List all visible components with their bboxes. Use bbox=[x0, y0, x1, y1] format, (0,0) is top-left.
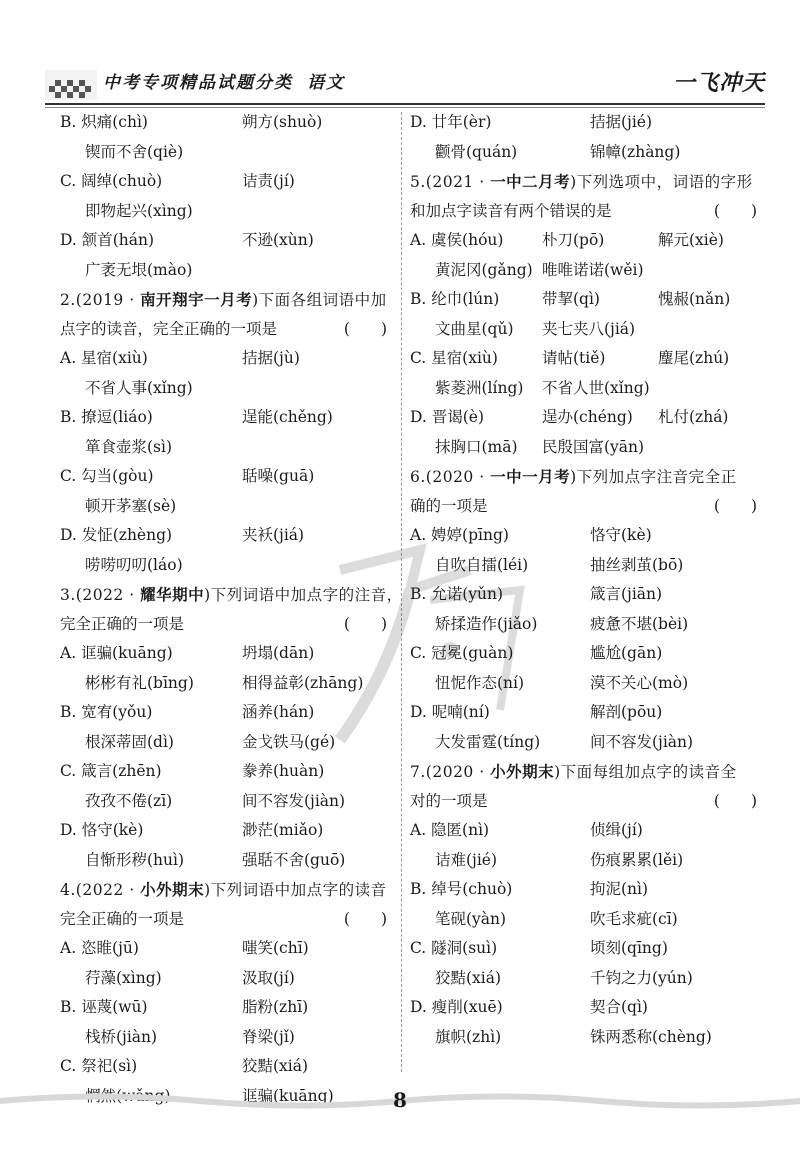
option-text: 不省人事(xǐng) bbox=[85, 378, 193, 397]
option-text: 麈尾(zhú) bbox=[658, 349, 730, 367]
option-text: 涵养(hán) bbox=[242, 703, 315, 721]
option-text: 抽丝剥茧(bō) bbox=[590, 555, 684, 574]
answer-blank[interactable]: ( ) bbox=[343, 319, 387, 338]
option-line bbox=[60, 787, 395, 817]
option-text: 伤痕累累(lěi) bbox=[590, 850, 684, 869]
option-line bbox=[410, 285, 765, 315]
option-line bbox=[410, 1023, 765, 1053]
book-title: 中考专项精品试题分类 bbox=[103, 73, 293, 93]
question-stem bbox=[60, 580, 403, 610]
option-text: 间不容发(jiàn) bbox=[590, 732, 694, 751]
option-text: 黄泥冈(gǎng) bbox=[435, 260, 533, 279]
option-text: 点字的读音，完全正确的一项是 bbox=[60, 319, 278, 338]
question-post: )下列词语中加点字的注音， bbox=[204, 586, 403, 604]
question-num: 5. bbox=[410, 173, 426, 191]
option-text: 拘泥(nì) bbox=[590, 880, 649, 898]
question-num: 4. bbox=[60, 881, 76, 899]
option-text: 请帖(tiě) bbox=[542, 349, 606, 367]
option-text: A. 诓骗(kuāng) bbox=[60, 644, 173, 662]
option-line bbox=[60, 256, 395, 286]
option-text: 夹袄(jiá) bbox=[242, 526, 305, 544]
option-line bbox=[60, 993, 395, 1023]
option-line bbox=[60, 639, 395, 669]
option-line bbox=[60, 610, 395, 640]
option-text: 唯唯诺诺(wěi) bbox=[542, 260, 644, 279]
option-text: 札付(zhá) bbox=[658, 408, 729, 426]
option-text: 解剖(pōu) bbox=[590, 703, 663, 721]
option-text: 漠不关心(mò) bbox=[590, 673, 689, 692]
option-text: C. 隧洞(suì) bbox=[410, 939, 498, 957]
option-text: 拮据(jù) bbox=[242, 349, 300, 367]
option-text: 栈桥(jiàn) bbox=[85, 1027, 158, 1046]
page-header bbox=[45, 64, 765, 104]
option-text: 顿开茅塞(sè) bbox=[85, 496, 177, 515]
option-line bbox=[410, 934, 765, 964]
option-text: 孜孜不倦(zī) bbox=[85, 791, 173, 810]
option-text: 侦缉(jí) bbox=[590, 821, 643, 839]
option-line bbox=[410, 521, 765, 551]
question-source: 南开翔宇一月考 bbox=[140, 290, 253, 309]
option-text: B. 宽宥(yǒu) bbox=[60, 703, 153, 721]
option-text: B. 纶巾(lún) bbox=[410, 290, 500, 308]
option-text: 确的一项是 bbox=[410, 496, 488, 515]
option-text: 千钧之力(yún) bbox=[590, 968, 693, 987]
option-line bbox=[60, 167, 395, 197]
question-source: 小外期末 bbox=[490, 762, 555, 781]
option-text: 不逊(xùn) bbox=[242, 231, 314, 249]
option-text: B. 撩逗(liáo) bbox=[60, 408, 153, 426]
option-text: A. 虞侯(hóu) bbox=[410, 231, 504, 249]
option-line bbox=[60, 816, 395, 846]
option-line bbox=[60, 315, 395, 345]
option-line bbox=[60, 1052, 395, 1082]
option-text: C. 勾当(gòu) bbox=[60, 467, 154, 485]
option-text: 渺茫(miǎo) bbox=[242, 821, 324, 839]
option-text: C. 箴言(zhēn) bbox=[60, 762, 162, 780]
option-line bbox=[60, 197, 395, 227]
page-header-title bbox=[103, 68, 345, 93]
option-text: 尴尬(gān) bbox=[590, 644, 663, 662]
question-source: 耀华期中 bbox=[140, 585, 205, 604]
option-line bbox=[410, 344, 765, 374]
option-text: 诓骗(kuāng) bbox=[242, 1086, 334, 1105]
option-text: 狡黠(xiá) bbox=[242, 1057, 309, 1075]
subject-label: 语文 bbox=[307, 73, 345, 93]
option-line bbox=[60, 728, 395, 758]
option-text: A. 恣睢(jū) bbox=[60, 939, 139, 957]
checker-decoration-icon bbox=[45, 70, 97, 100]
option-line bbox=[60, 108, 395, 138]
option-text: 民殷国富(yān) bbox=[542, 437, 645, 456]
option-text: 金戈铁马(gé) bbox=[242, 732, 336, 751]
option-line bbox=[60, 138, 395, 168]
question-stem bbox=[60, 285, 395, 315]
option-text: 笔砚(yàn) bbox=[435, 909, 507, 928]
option-line bbox=[410, 669, 765, 699]
option-text: 荇藻(xìng) bbox=[85, 968, 162, 987]
option-text: 颧骨(quán) bbox=[435, 142, 518, 161]
option-text: B. 炽痛(chì) bbox=[60, 113, 148, 131]
option-line bbox=[60, 492, 395, 522]
option-text: 紫菱洲(líng) bbox=[435, 378, 524, 397]
option-text: 铢两悉称(chèng) bbox=[590, 1027, 712, 1046]
question-pre: (2020 · bbox=[425, 468, 491, 486]
option-text: 拮据(jié) bbox=[590, 113, 653, 131]
option-text: B. 绰号(chuò) bbox=[410, 880, 513, 898]
question-source: 小外期末 bbox=[140, 880, 205, 899]
option-line bbox=[410, 816, 765, 846]
option-text: 汲取(jí) bbox=[242, 968, 295, 987]
option-text: 矫揉造作(jiǎo) bbox=[435, 614, 538, 633]
option-line bbox=[60, 462, 395, 492]
question-num: 2. bbox=[60, 291, 76, 309]
option-text: 朔方(shuò) bbox=[242, 113, 323, 131]
option-text: 愧赧(nǎn) bbox=[658, 290, 731, 308]
question-pre: (2019 · bbox=[75, 291, 141, 309]
question-post: )下面每组加点字的读音全 bbox=[554, 763, 737, 781]
option-text: 根深蒂固(dì) bbox=[85, 732, 174, 751]
option-line bbox=[60, 698, 395, 728]
option-line bbox=[410, 433, 765, 463]
option-text: C. 祭祀(sì) bbox=[60, 1057, 138, 1075]
option-text: 吹毛求疵(cī) bbox=[590, 909, 678, 928]
header-rule bbox=[45, 103, 765, 105]
option-text: 带挈(qì) bbox=[542, 290, 600, 308]
option-text: 解元(xiè) bbox=[658, 231, 724, 249]
question-stem bbox=[60, 875, 395, 905]
answer-blank[interactable]: ( ) bbox=[343, 614, 387, 633]
option-text: 疲惫不堪(bèi) bbox=[590, 614, 689, 633]
option-text: A. 星宿(xiù) bbox=[60, 349, 148, 367]
option-line bbox=[60, 669, 395, 699]
option-text: 逞能(chěng) bbox=[242, 408, 333, 426]
option-line bbox=[410, 964, 765, 994]
question-pre: (2022 · bbox=[75, 881, 141, 899]
option-text: 旗帜(zhì) bbox=[435, 1027, 502, 1046]
option-text: 唠唠叨叨(láo) bbox=[85, 555, 183, 574]
option-text: 聒噪(guā) bbox=[242, 467, 315, 485]
option-line bbox=[410, 580, 765, 610]
option-line bbox=[60, 964, 395, 994]
option-text: 相得益彰(zhāng) bbox=[242, 673, 364, 692]
brand-logo: 一飞冲天 bbox=[672, 70, 765, 96]
question-pre: (2020 · bbox=[425, 763, 491, 781]
option-line bbox=[410, 728, 765, 758]
option-text: 诘难(jié) bbox=[435, 850, 498, 869]
option-text: C. 阔绰(chuò) bbox=[60, 172, 163, 190]
option-line bbox=[60, 1023, 395, 1053]
question-stem bbox=[410, 757, 765, 787]
option-text: A. 娉婷(pīng) bbox=[410, 526, 509, 544]
option-text: 完全正确的一项是 bbox=[60, 614, 185, 633]
option-line bbox=[60, 403, 395, 433]
option-line bbox=[60, 521, 395, 551]
option-text: 嗤笑(chī) bbox=[242, 939, 309, 957]
option-text: 文曲星(qǔ) bbox=[435, 319, 514, 338]
option-text: 锲而不舍(qiè) bbox=[85, 142, 184, 161]
question-num: 3. bbox=[60, 586, 76, 604]
option-line bbox=[410, 639, 765, 669]
option-text: D. 发怔(zhèng) bbox=[60, 526, 173, 544]
option-text: D. 廿年(èr) bbox=[410, 113, 492, 131]
option-text: D. 呢喃(ní) bbox=[410, 703, 490, 721]
option-text: 逞办(chéng) bbox=[542, 408, 633, 426]
option-text: D. 颔首(hán) bbox=[60, 231, 155, 249]
option-line bbox=[410, 846, 765, 876]
option-line bbox=[60, 433, 395, 463]
option-line bbox=[410, 374, 765, 404]
option-text: B. 诬蔑(wū) bbox=[60, 998, 148, 1016]
option-text: 自吹自擂(léi) bbox=[435, 555, 529, 574]
option-text: 对的一项是 bbox=[410, 791, 488, 810]
page-number: 8 bbox=[393, 1088, 407, 1112]
option-text: 箴言(jiān) bbox=[590, 585, 663, 603]
option-line bbox=[410, 256, 765, 286]
option-text: 脊梁(jǐ) bbox=[242, 1027, 295, 1046]
option-text: 惘然(wǎng) bbox=[85, 1086, 171, 1105]
option-text: 顷刻(qīng) bbox=[590, 939, 668, 957]
question-post: )下列加点字注音完全正 bbox=[570, 468, 737, 486]
left-column bbox=[60, 108, 403, 1111]
option-line bbox=[60, 374, 395, 404]
option-text: 自惭形秽(huì) bbox=[85, 850, 185, 869]
answer-blank[interactable]: ( ) bbox=[713, 201, 757, 220]
option-line bbox=[410, 403, 765, 433]
option-text: 狡黠(xiá) bbox=[435, 968, 502, 987]
option-text: 间不容发(jiàn) bbox=[242, 791, 346, 810]
option-text: 豢养(huàn) bbox=[242, 762, 325, 780]
option-text: 坍塌(dān) bbox=[242, 644, 315, 662]
option-line bbox=[410, 315, 765, 345]
option-text: 恪守(kè) bbox=[590, 526, 652, 544]
option-line bbox=[60, 344, 395, 374]
option-text: 彬彬有礼(bīng) bbox=[85, 673, 194, 692]
option-text: 和加点字读音有两个错误的是 bbox=[410, 201, 612, 220]
question-post: )下列选项中，词语的字形 bbox=[570, 173, 753, 191]
option-line bbox=[410, 197, 765, 227]
option-text: 箪食壶浆(sì) bbox=[85, 437, 173, 456]
option-line bbox=[410, 226, 765, 256]
option-text: 锦幛(zhàng) bbox=[590, 142, 681, 161]
answer-blank[interactable]: ( ) bbox=[713, 791, 757, 810]
option-line bbox=[60, 905, 395, 935]
option-text: 忸怩作态(ní) bbox=[435, 673, 525, 692]
answer-blank[interactable]: ( ) bbox=[713, 496, 757, 515]
answer-blank[interactable]: ( ) bbox=[343, 909, 387, 928]
option-text: 大发雷霆(tíng) bbox=[435, 732, 541, 751]
option-line bbox=[410, 905, 765, 935]
question-num: 6. bbox=[410, 468, 426, 486]
option-text: C. 星宿(xiù) bbox=[410, 349, 498, 367]
option-text: B. 允诺(yǔn) bbox=[410, 585, 504, 603]
option-text: C. 冠冕(guàn) bbox=[410, 644, 514, 662]
option-text: D. 晋谒(è) bbox=[410, 408, 484, 426]
question-post: )下列词语中加点字的读音 bbox=[204, 881, 387, 899]
option-text: 抹胸口(mā) bbox=[435, 437, 518, 456]
question-post: )下面各组词语中加 bbox=[252, 291, 387, 309]
option-text: 诘责(jí) bbox=[242, 172, 295, 190]
option-line bbox=[410, 875, 765, 905]
option-text: D. 瘦削(xuē) bbox=[410, 998, 503, 1016]
option-line bbox=[410, 610, 765, 640]
option-text: 广袤无垠(mào) bbox=[85, 260, 193, 279]
option-line bbox=[410, 787, 765, 817]
option-line bbox=[410, 551, 765, 581]
option-line bbox=[410, 698, 765, 728]
question-num: 7. bbox=[410, 763, 426, 781]
option-text: D. 恪守(kè) bbox=[60, 821, 144, 839]
option-line bbox=[60, 846, 395, 876]
option-line bbox=[410, 993, 765, 1023]
option-line bbox=[410, 492, 765, 522]
option-text: 强聒不舍(guō) bbox=[242, 850, 346, 869]
option-text: 朴刀(pō) bbox=[542, 231, 605, 249]
option-line bbox=[60, 226, 395, 256]
option-text: 完全正确的一项是 bbox=[60, 909, 185, 928]
option-text: 脂粉(zhī) bbox=[242, 998, 309, 1016]
option-text: 夹七夹八(jiá) bbox=[542, 319, 636, 338]
question-stem bbox=[410, 462, 765, 492]
right-column bbox=[410, 108, 765, 1052]
question-source: 一中二月考 bbox=[490, 172, 571, 191]
question-pre: (2021 · bbox=[425, 173, 491, 191]
question-pre: (2022 · bbox=[75, 586, 141, 604]
option-line bbox=[410, 108, 765, 138]
option-text: A. 隐匿(nì) bbox=[410, 821, 490, 839]
option-line bbox=[60, 551, 395, 581]
option-text: 契合(qì) bbox=[590, 998, 648, 1016]
option-text: 不省人世(xǐng) bbox=[542, 378, 650, 397]
option-text: 即物起兴(xìng) bbox=[85, 201, 193, 220]
option-line bbox=[410, 138, 765, 168]
question-source: 一中一月考 bbox=[490, 467, 571, 486]
option-line bbox=[60, 934, 395, 964]
option-line bbox=[60, 757, 395, 787]
question-stem bbox=[410, 167, 765, 197]
